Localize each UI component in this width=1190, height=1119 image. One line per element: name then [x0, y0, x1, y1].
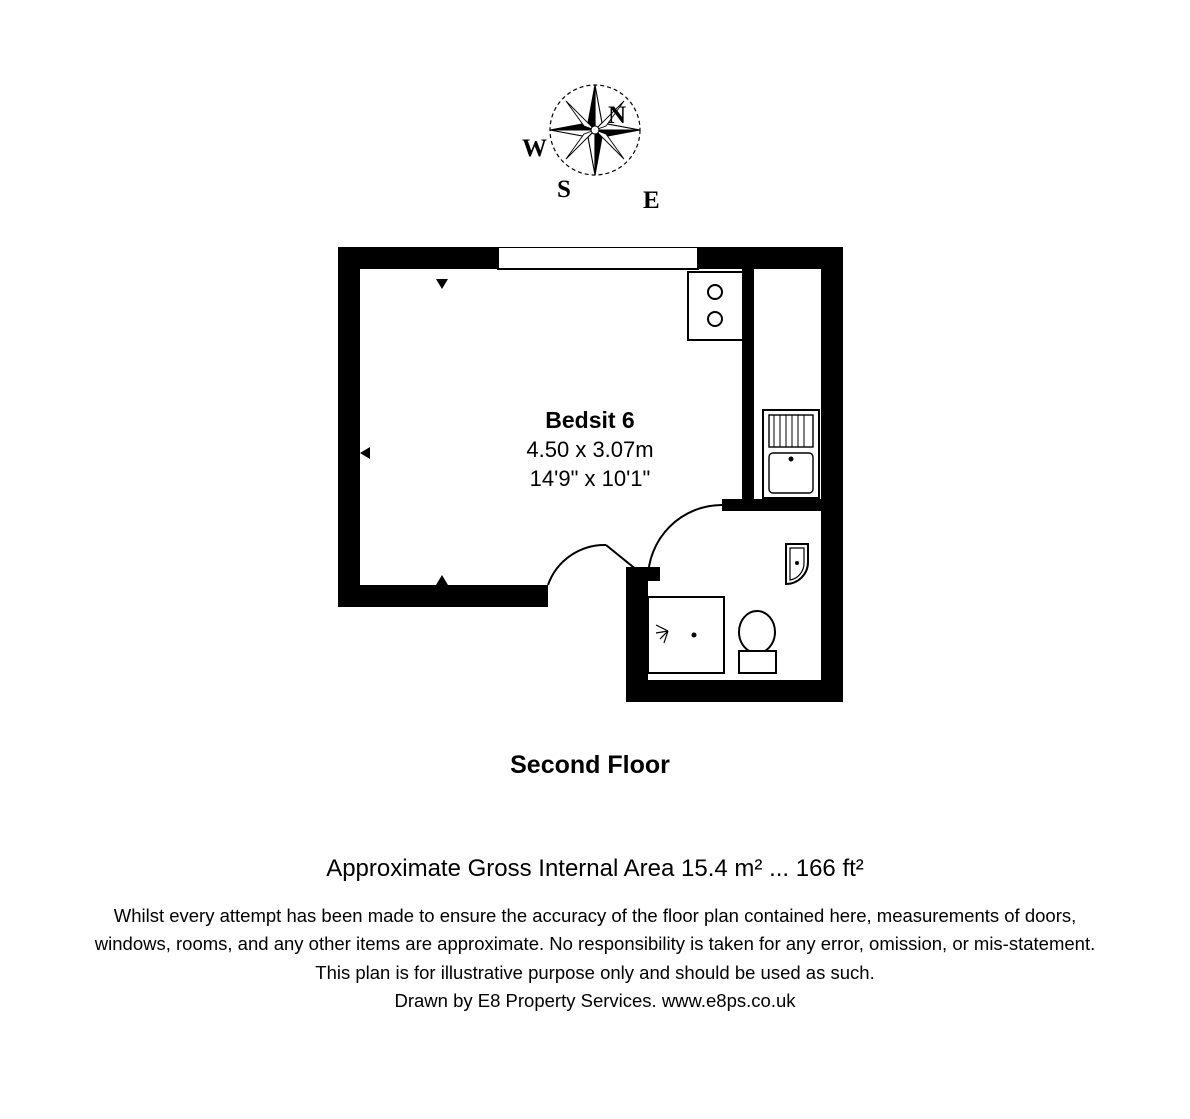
shower-icon: [648, 597, 724, 673]
wash-basin-icon: [786, 544, 808, 584]
disclaimer-line-1: Whilst every attempt has been made to ensure the accuracy of the floor plan contained here, measurements of doors,: [113, 905, 1077, 926]
compass-label-east: E: [643, 187, 660, 214]
disclaimer-block: [45, 902, 1145, 1015]
room-label-bedsit-6: [420, 405, 760, 493]
sink-icon: [763, 410, 819, 498]
disclaimer-line-4: Drawn by E8 Property Services. www.e8ps.co.uk: [394, 989, 796, 1011]
compass-label-south: S: [557, 176, 571, 203]
compass-label-west: W: [522, 135, 547, 162]
disclaimer-line-3: This plan is for illustrative purpose only and should be used as such.: [315, 961, 875, 983]
disclaimer-line-2: windows, rooms, and any other items are approximate. No responsibility is taken for any error, omission, or mis-statement.: [94, 933, 1096, 955]
room-dimensions-metric: 4.50 x 3.07m: [526, 437, 654, 463]
floor-title: Second Floor: [510, 751, 670, 779]
gross-internal-area-text: Approximate Gross Internal Area 15.4 m² ... 166 ft²: [326, 855, 864, 882]
hob-icon: [688, 272, 743, 340]
room-name: Bedsit 6: [545, 407, 635, 433]
compass-rose: [505, 48, 685, 213]
compass-label-north: N: [608, 102, 627, 129]
toilet-icon: [739, 611, 776, 673]
room-dimensions-imperial: 14'9" x 10'1": [529, 466, 651, 492]
